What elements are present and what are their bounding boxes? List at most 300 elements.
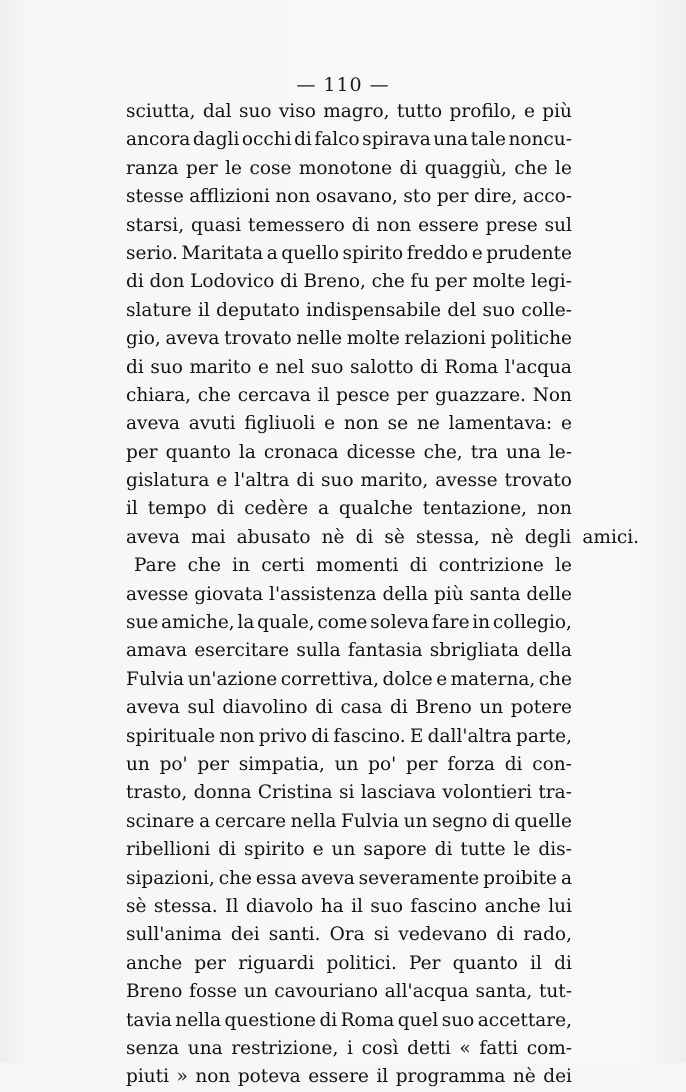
word: po' [368,753,397,775]
word: nella [290,810,337,832]
text-line [126,297,572,325]
word: le- [548,441,572,463]
word: sciutta, [126,101,196,122]
word: di [492,810,510,832]
text-line [126,950,572,978]
word: il [197,299,210,321]
word: sapore [363,839,427,861]
word: giovata [194,583,264,605]
word: volontieri [442,782,532,804]
word: sè [126,895,147,917]
word: le [555,555,572,577]
word: cedère [244,498,309,520]
word: un [126,753,150,775]
word: figliuoli [244,413,316,435]
word: « [459,1037,471,1059]
word: di [496,924,515,946]
word: mai [191,526,226,548]
word: quanto [452,952,518,974]
word: segno [432,810,488,832]
word: suo [321,470,354,492]
word: di [351,214,370,236]
word: per [434,271,467,293]
word: spirito [244,839,305,861]
word: marito [189,356,252,378]
word: sue [126,612,159,634]
word: a [560,867,572,889]
word: l'altra [234,470,290,492]
text-line [126,155,572,183]
word: detti [407,1037,451,1059]
word: un'azione [187,668,278,690]
word: poteva [237,1066,301,1088]
word: per [126,441,158,463]
word: amici. [582,526,640,548]
word: aveva [165,328,220,350]
word: di [434,839,453,861]
text-line [126,609,572,637]
word: a [199,810,211,832]
word: diavolo [245,895,314,917]
word: fatti [479,1037,519,1059]
text-line [126,666,572,694]
word: cavouriano [274,981,378,1003]
word: il [126,498,138,520]
word: sull'anima [126,924,222,946]
word: gislatura [126,470,210,492]
word: legi- [531,271,572,293]
text-line [126,410,572,438]
word: così [361,1037,399,1059]
word: avuti [188,413,236,435]
word: quello [281,242,339,264]
word: ribellioni [126,839,211,861]
word: suo [310,356,344,378]
word: di [554,952,572,974]
text-line [126,126,572,154]
word: il [530,952,542,974]
word: di [126,271,144,293]
word: certi [261,555,305,577]
word: dei [230,924,260,946]
word: Breno [415,697,472,719]
word: che [538,668,572,690]
word: e [471,242,483,264]
word: programma [395,1066,506,1088]
word: fare [431,612,470,634]
word: tra- [538,782,572,804]
word: di [390,697,408,719]
word: fascino. [333,725,406,747]
word: suo [482,299,516,321]
word: che [371,271,405,293]
text-line [126,779,572,807]
word: simpatia, [238,753,325,775]
word: della [526,640,572,662]
word: trasto, [126,782,188,804]
text-line [126,552,572,580]
word: una [433,129,469,151]
word: marito, [360,470,429,492]
word: collegio, [492,612,572,634]
word: un [334,753,359,775]
text-line [126,637,572,665]
text-line [126,354,572,382]
word: lasciava [360,782,436,804]
word: restrizione, [231,1037,339,1059]
text-line [126,694,572,722]
word: le [513,839,531,861]
word: correttiva, [280,668,379,690]
word: » [176,1066,188,1088]
word: di [399,157,418,179]
word: ranza [126,157,179,179]
word: per [186,157,218,179]
word: colle- [521,299,572,321]
word: sbrigliata [429,640,520,662]
word: momenti [315,555,399,577]
word: una [506,441,541,463]
word: aveva [126,697,180,719]
word: ne [416,413,440,435]
word: trovato [504,470,572,492]
word: contrizione [438,555,544,577]
word: quanto [165,441,231,463]
word: non [195,1066,231,1088]
word: quasi [190,214,242,236]
word: Cristina [257,782,333,804]
word: esercitare [194,640,290,662]
word: cose [249,157,292,179]
word: per [405,753,438,775]
word: e [257,356,269,378]
text-line [126,325,572,353]
word: aveva [126,526,180,548]
word: ha [320,895,344,917]
word: tempo [147,498,207,520]
word: spirito [342,242,404,264]
word: tra [470,441,498,463]
word: di [294,129,312,151]
word: che [187,555,221,577]
word: di [296,470,315,492]
word: quale, [257,612,315,634]
word: noncu- [508,129,572,151]
word: suo [441,1009,475,1031]
word: qualche [338,498,413,520]
word: scinare [126,810,195,832]
word: santa [469,583,521,605]
word: e [560,413,572,435]
word: tut- [538,981,572,1003]
word: dal [202,101,232,122]
word: severamente [358,867,480,889]
word: gio, [126,328,161,350]
word: un [243,981,268,1003]
word: di [280,271,298,293]
word: sipazioni, [126,867,215,889]
word: don [149,271,185,293]
word: suo [370,895,403,917]
word: casa [340,697,383,719]
text-line [126,978,572,1006]
word: di [126,356,144,378]
word: spirava [362,129,431,151]
word: Non [532,384,572,406]
word: dicesse [346,441,416,463]
word: il [351,895,363,917]
word: cronaca [263,441,339,463]
word: fantasia [347,640,423,662]
word: slature [126,299,192,321]
word: tentazione, [422,498,528,520]
word: del [447,299,477,321]
word: proibite [483,867,558,889]
word: occhi [241,129,292,151]
word: quelle [514,810,572,832]
text-line [126,751,572,779]
text-line [126,893,572,921]
word: essa [255,867,297,889]
word: suo [238,101,272,122]
word: Lodovico [190,271,275,293]
word: diavolino [222,697,308,719]
text-line [126,723,572,751]
word: sto [403,186,432,208]
word: senza [126,1037,180,1059]
word: che, [423,441,463,463]
word: sulla [296,640,341,662]
word: quaggiù, [424,157,507,179]
word: nella [175,1009,222,1031]
word: non [275,186,311,208]
text-line [126,495,572,523]
word: di [218,839,237,861]
word: più [434,583,464,605]
word: la [237,612,255,634]
word: riguardi [238,952,315,974]
word: l'acqua [504,356,572,378]
word: monotone [298,157,393,179]
word: Il [225,895,239,917]
word: tavia [126,1009,172,1031]
word: indispensabile [306,299,442,321]
word: piuti [126,1066,170,1088]
text-line [126,921,572,949]
word: Fulvia [126,668,185,690]
word: tutte [460,839,506,861]
word: si [338,782,355,804]
page-number: — 110 — [296,74,390,96]
word: questione [224,1009,317,1031]
word: stesse [126,186,184,208]
word: abusato [236,526,311,548]
word: anche [484,895,541,917]
word: com- [526,1037,572,1059]
word: di [355,526,374,548]
word: per [436,186,469,208]
word: materna, [450,668,536,690]
word: le [225,157,242,179]
word: politiche [490,328,572,350]
word: di [409,555,428,577]
word: il [317,384,330,406]
text-line [126,382,572,410]
word: santi. [268,924,321,946]
word: molte [472,271,526,293]
word: di [319,1009,338,1031]
word: nè [321,526,345,548]
word: la [238,441,256,463]
word: salotto [349,356,414,378]
word: nel [275,356,305,378]
text-line [126,836,572,864]
word: se [387,413,409,435]
word: avesse [126,583,189,605]
word: e [436,668,448,690]
word: più [542,101,572,122]
word: Roma [444,356,499,378]
word: forza [447,753,495,775]
word: le [555,157,572,179]
word: pesce [336,384,390,406]
word: dall'altra [427,725,512,747]
word: temessero [248,214,345,236]
word: accettare, [477,1009,572,1031]
word: Breno, [303,271,366,293]
text-line [126,524,640,552]
word: sè [384,526,405,548]
word: molte [346,328,400,350]
word: di [311,725,330,747]
word: stessa, [415,526,480,548]
text-line [126,1007,572,1035]
word: sul [187,697,215,719]
word: che [514,157,548,179]
word: spirituale [126,725,216,747]
text-line [126,1063,572,1091]
word: afflizioni [189,186,270,208]
word: nè [512,1066,536,1088]
word: non [219,725,255,747]
word: per [197,753,230,775]
word: Fulvia [341,810,400,832]
word: Maritata [181,242,264,264]
word: santa, [475,981,533,1003]
word: profilo, [449,101,517,122]
text-line [126,581,572,609]
word: che [218,867,252,889]
word: anche [126,952,183,974]
word: politici. [326,952,397,974]
text-line [126,467,572,495]
word: magro, [323,101,390,122]
text-line [126,240,572,268]
word: Pare [134,555,177,577]
text-line [126,1035,572,1063]
word: fu [410,271,430,293]
text-line [126,268,572,296]
word: avesse [435,470,498,492]
word: amiche, [161,612,235,634]
word: il [376,1066,389,1088]
word: aveva [300,867,355,889]
word: Ora [329,924,365,946]
body-text [126,98,640,1092]
word: e [312,839,324,861]
word: chiara, [126,384,191,406]
word: relazioni [404,328,486,350]
word: lamentava: [448,413,553,435]
word: prese [485,214,538,236]
word: cercava [237,384,311,406]
word: tale [470,129,506,151]
text-line [126,439,572,467]
text-line [126,98,572,126]
word: amava [126,640,188,662]
word: vedevano [398,924,488,946]
word: sul [544,214,572,236]
word: un [331,839,356,861]
word: E [409,725,424,747]
word: non [376,214,412,236]
word: lui [548,895,572,917]
word: e [523,101,535,122]
word: e [324,413,336,435]
word: falco [314,129,360,151]
word: nelle [296,328,343,350]
word: e [216,470,228,492]
word: all'acqua [384,981,469,1003]
word: degli [524,526,572,548]
word: per [396,384,429,406]
word: a [317,498,330,520]
word: l'assistenza [269,583,377,605]
word: viso [278,101,316,122]
word: di [504,753,523,775]
word: di [315,697,333,719]
word: di [420,356,438,378]
word: dei [543,1066,572,1088]
word: deputato [216,299,300,321]
word: donna [193,782,252,804]
word: tutto [396,101,443,122]
word: come [317,612,368,634]
word: guazzare. [434,384,526,406]
word: Breno [126,981,183,1003]
word: della [382,583,429,605]
text-line [126,183,572,211]
word: dolce [382,668,433,690]
word: dagli [192,129,240,151]
word: in [472,612,491,634]
word: per [194,952,226,974]
word: delle [526,583,572,605]
word: cercare [214,810,287,832]
word: trovato [224,328,292,350]
word: essere [418,214,479,236]
word: dis- [538,839,572,861]
word: privo [258,725,307,747]
word: in [232,555,250,577]
word: i [347,1037,353,1059]
word: potere [510,697,572,719]
word: soleva [370,612,430,634]
word: non [536,498,572,520]
word: un [403,810,428,832]
word: Roma [340,1009,395,1031]
text-line [126,808,572,836]
